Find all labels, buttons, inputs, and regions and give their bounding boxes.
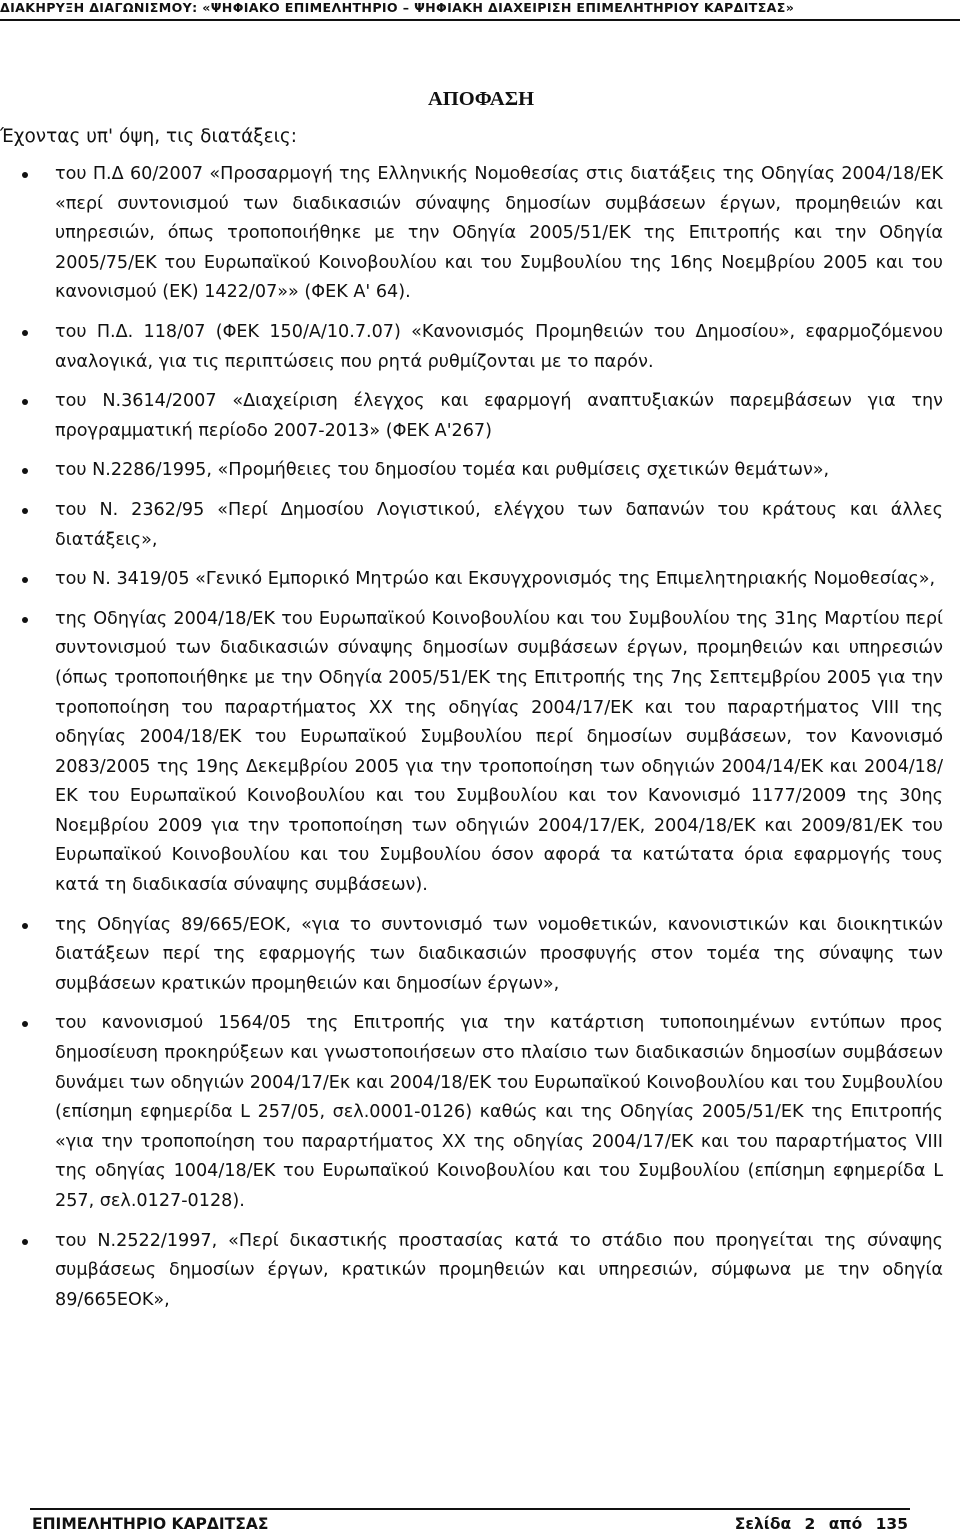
document-header-title: ΔΙΑΚΗΡΥΞΗ ΔΙΑΓΩΝΙΣΜΟΥ: «ΨΗΦΙΑΚΟ ΕΠΙΜΕΛΗΤΗΡΙΟ – ΨΗΦΙΑΚΗ ΔΙΑΧΕΙΡΙΣΗ ΕΠΙΜΕΛΗΤΗΡΙΟΥ ΚΑΡΔΙΤΣΑΣ» xyxy=(0,0,795,15)
provision-text: της Οδηγίας 89/665/ΕΟΚ, «για το συντονισμό των νομοθετικών, κανονιστικών και διοικητικών διατάξεων περί της εφαρμογής των διαδικασιών προσφυγής στον τομέα της σύναψης των συμβάσεων κρατικών προμηθειών και δημοσίων έργων», xyxy=(55,914,943,994)
provision-text: του Ν. 3419/05 «Γενικό Εμπορικό Μητρώο και Εκσυγχρονισμός της Επιμελητηριακής Νομοθεσίας», xyxy=(55,569,936,590)
list-item xyxy=(55,565,943,595)
bullet-icon xyxy=(22,399,28,405)
intro-text: Έχοντας υπ' όψη, τις διατάξεις: xyxy=(0,126,297,147)
provision-text: του κανονισμού 1564/05 της Επιτροπής για την κατάρτιση τυποποιημένων εντύπων προς δημοσίευση προκηρύξεων και γνωστοποιήσεων στο πλαίσιο των διαδικασιών δημοσίων συμβάσεων δυνάμει των οδηγιών 2004/17/Εκ και 2004/18/ΕΚ του Ευρωπαϊκού Κοινοβουλίου και του Συμβουλίου (επίσημη εφημερίδα L 257/05, σελ.0001-0126) καθώς και της Οδηγίας 2005/51/ΕΚ της Επιτροπής «για την τροποποίηση του παραρτήματος ΧΧ της οδηγίας 2004/17/ΕΚ και του παραρτήματος VIII της οδηγίας 1004/18/ΕΚ του Ευρωπαϊκού Κοινοβουλίου και του Συμβουλίου (επίσημη εφημερίδα L 257, σελ.0127-0128). xyxy=(55,1013,943,1211)
list-item xyxy=(55,456,943,486)
provision-text: του Ν. 2362/95 «Περί Δημοσίου Λογιστικού, ελέγχου των δαπανών του κράτους και άλλες διατάξεις», xyxy=(55,499,943,550)
footer-page-number: Σελίδα 2 από 135 xyxy=(734,1515,908,1533)
list-item xyxy=(55,160,943,308)
list-item xyxy=(55,911,943,1000)
provision-text: της Οδηγίας 2004/18/ΕΚ του Ευρωπαϊκού Κοινοβουλίου και του Συμβουλίου της 31ης Μαρτίου περί συντονισμού των διαδικασιών σύναψης δημοσίων συμβάσεων έργων, προμηθειών και υπηρεσιών (όπως τροποποιήθηκε με την Οδηγία 2005/51/ΕΚ της Επιτροπής της 7ης Σεπτεμβρίου 2005 για την τροποποίηση του παραρτήματος ΧΧ της οδηγίας 2004/17/ΕΚ και του παραρτήματος VIII της οδηγίας 2004/18/ΕΚ του Ευρωπαϊκού Συμβουλίου περί δημοσίων συμβάσεων, τον Κανονισμό 2083/2005 της 19ης Δεκεμβρίου 2005 για την τροποποίηση των οδηγιών 2004/14/ΕΚ και 2004/18/ΕΚ του Ευρωπαϊκού Κοινοβουλίου και του Συμβουλίου και τον Κανονισμό 1177/2009 της 30ης Νοεμβρίου 2009 για την τροποποίηση των οδηγιών 2004/17/ΕΚ, 2004/18/ΕΚ και 2009/81/ΕΚ του Ευρωπαϊκού Κοινοβουλίου και του Συμβουλίου όσον αφορά τα κατώτατα όρια εφαρμογής τους κατά τη διαδικασία σύναψης συμβάσεων). xyxy=(55,608,943,896)
provision-text: του Π.Δ 60/2007 «Προσαρμογή της Ελληνικής Νομοθεσίας στις διατάξεις της Οδηγίας 2004/18/ΕΚ «περί συντονισμού των διαδικασιών σύναψης δημοσίων συμβάσεων έργων, προμηθειών και υπηρεσιών, όπως τροποποιήθηκε με την Οδηγία 2005/51/ΕΚ της Επιτροπής και την Οδηγία 2005/75/ΕΚ του Ευρωπαϊκού Κοινοβουλίου και του Συμβουλίου της 16ης Νοεμβρίου 2005 και του κανονισμού (ΕΚ) 1422/07»» (ΦΕΚ Α' 64). xyxy=(55,164,943,303)
bullet-icon xyxy=(22,923,28,929)
bullet-icon xyxy=(22,172,28,178)
footer-organization: ΕΠΙΜΕΛΗΤΗΡΙΟ ΚΑΡΔΙΤΣΑΣ xyxy=(32,1515,269,1533)
list-item xyxy=(55,1227,943,1316)
bullet-icon xyxy=(22,1021,28,1027)
bullet-icon xyxy=(22,330,28,336)
provision-text: του Ν.2522/1997, «Περί δικαστικής προστασίας κατά το στάδιο που προηγείται της σύναψης συμβάσεως δημοσίων έργων, κρατικών προμηθειών και υπηρεσιών, σύμφωνα με την οδηγία 89/665ΕΟΚ», xyxy=(55,1230,943,1310)
bullet-icon xyxy=(22,508,28,514)
provisions-list xyxy=(55,160,943,1325)
bullet-icon xyxy=(22,468,28,474)
bullet-icon xyxy=(22,1239,28,1245)
bullet-icon xyxy=(22,577,28,583)
list-item xyxy=(55,1009,943,1216)
list-item xyxy=(55,605,943,901)
header-divider xyxy=(0,19,960,21)
list-item xyxy=(55,496,943,555)
provision-text: του Ν.3614/2007 «Διαχείριση έλεγχος και εφαρμογή αναπτυξιακών παρεμβάσεων για την προγραμματική περίοδο 2007-2013» (ΦΕΚ Α'267) xyxy=(55,391,943,441)
provision-text: του Π.Δ. 118/07 (ΦΕΚ 150/Α/10.7.07) «Κανονισμός Προμηθειών του Δημοσίου», εφαρμοζόμενου αναλογικά, για τις περιπτώσεις που ρητά ρυθμίζονται με το παρόν. xyxy=(55,321,943,372)
provision-text: του Ν.2286/1995, «Προμήθειες του δημοσίου τομέα και ρυθμίσεις σχετικών θεμάτων», xyxy=(55,460,830,481)
list-item xyxy=(55,318,943,377)
list-item xyxy=(55,387,943,446)
decision-heading: ΑΠΟΦΑΣΗ xyxy=(428,88,535,110)
bullet-icon xyxy=(22,617,28,623)
footer-divider xyxy=(30,1508,910,1510)
